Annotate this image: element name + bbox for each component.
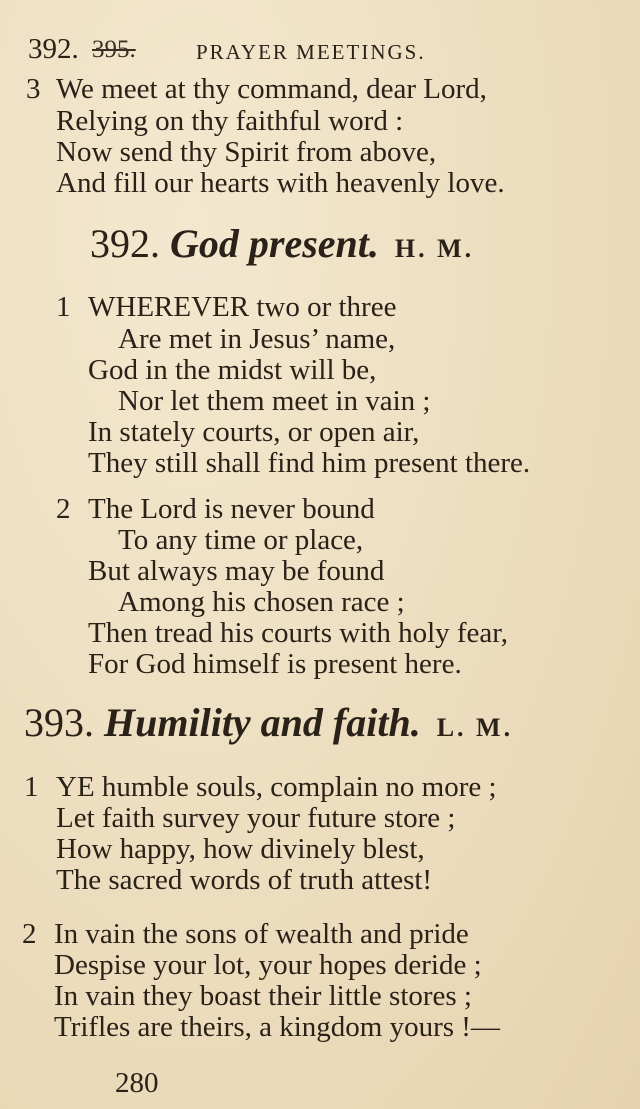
verse-line: Are met in Jesus’ name, <box>118 323 396 355</box>
verse-line: But always may be found <box>88 555 385 587</box>
verse-number: 2 <box>22 918 37 950</box>
page-number: 280 <box>115 1067 159 1099</box>
verse-line: Now send thy Spirit from above, <box>56 136 437 168</box>
hymn-title: Humility and faith. <box>104 700 421 745</box>
header-struck-number: 395. <box>92 36 136 63</box>
verse-number: 1 <box>56 291 71 323</box>
hymn-title: God present. <box>170 221 379 266</box>
verse-line: In vain the sons of wealth and pride <box>54 918 469 950</box>
verse-line: Relying on thy faithful word : <box>56 105 404 137</box>
hymn-meter: H. M. <box>394 234 475 263</box>
verse-line: Let faith survey your future store ; <box>56 802 456 834</box>
verse-line: The sacred words of truth attest! <box>56 864 433 896</box>
verse-line: To any time or place, <box>118 524 364 556</box>
hymn-heading <box>24 701 513 750</box>
hymn-number: 392. <box>90 221 160 266</box>
verse-line: WHEREVER two or three <box>88 291 397 323</box>
verse-line: How happy, how divinely blest, <box>56 833 425 865</box>
verse-line: The Lord is never bound <box>88 493 375 525</box>
verse-line: We meet at thy command, dear Lord, <box>56 73 487 105</box>
verse-line: Then tread his courts with holy fear, <box>88 617 509 649</box>
hymn-meter: L. M. <box>436 713 514 742</box>
header-section-title: PRAYER MEETINGS. <box>196 40 426 64</box>
hymn-number: 393. <box>24 700 94 745</box>
verse-line: God in the midst will be, <box>88 354 377 386</box>
header-hymn-number: 392. <box>28 33 79 65</box>
verse-line: YE humble souls, complain no more ; <box>56 771 497 803</box>
verse-line: In stately courts, or open air, <box>88 416 420 448</box>
verse-number: 1 <box>24 771 39 803</box>
verse-number: 2 <box>56 493 71 525</box>
verse-line: And fill our hearts with heavenly love. <box>56 167 505 199</box>
verse-line: Despise your lot, your hopes deride ; <box>54 949 482 981</box>
verse-line: For God himself is present here. <box>88 648 462 680</box>
hymn-heading <box>90 222 474 271</box>
verse-line: Nor let them meet in vain ; <box>118 385 431 417</box>
verse-number: 3 <box>26 73 41 105</box>
verse-line: In vain they boast their little stores ; <box>54 980 472 1012</box>
verse-line: They still shall find him present there. <box>88 447 531 479</box>
verse-line: Among his chosen race ; <box>118 586 405 618</box>
verse-line: Trifles are theirs, a kingdom yours !— <box>54 1011 500 1043</box>
